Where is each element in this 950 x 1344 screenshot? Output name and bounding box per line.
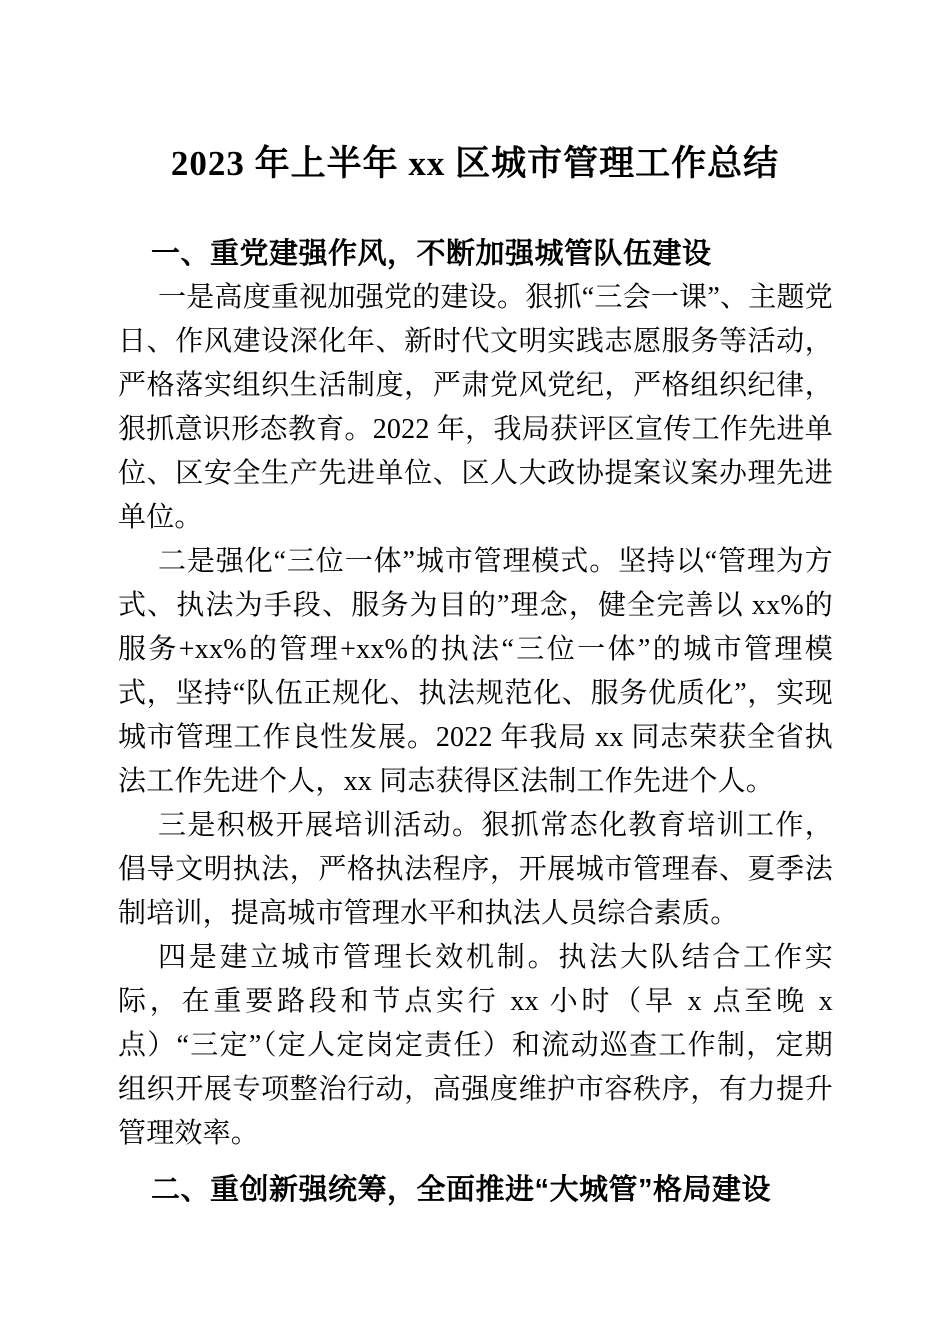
paragraph-3-lead: 三是积极开展培训活动。 xyxy=(158,810,482,841)
paragraph-1 xyxy=(118,276,833,540)
paragraph-1-text: 狠抓“三会一课”、主题党日、作风建设深化年、新时代文明实践志愿服务等活动，严格落实组织生活制度，严肃党风党纪，严格组织纪律，狠抓意识形态教育。2022 年，我局获评区宣传工作先进单位、区安全生产先进单位、区人大政协提案议案办理先进单位。 xyxy=(118,282,833,533)
section-heading-1: 一、重党建强作风，不断加强城管队伍建设 xyxy=(151,238,712,270)
paragraph-3-text: 狠抓常态化教育培训工作，倡导文明执法，严格执法程序，开展城市管理春、夏季法制培训，提高城市管理水平和执法人员综合素质。 xyxy=(118,810,834,929)
section-heading-2: 二、重创新强统筹，全面推进“大城管”格局建设 xyxy=(151,1174,772,1206)
paragraph-3 xyxy=(118,804,833,936)
document-title: 2023 年上半年 xx 区城市管理工作总结 xyxy=(170,144,780,183)
paragraph-2 xyxy=(118,540,833,804)
paragraph-4-text: 执法大队结合工作实际，在重要路段和节点实行 xx 小时（早 x 点至晚 x 点）“三定”（定人定岗定责任）和流动巡查工作制，定期组织开展专项整治行动，高强度维护市容秩序，有力提升管理效率。 xyxy=(118,942,833,1149)
paragraph-4 xyxy=(118,936,833,1156)
paragraph-1-lead: 一是高度重视加强党的建设。 xyxy=(158,282,526,313)
paragraph-2-lead: 二是强化“三位一体”城市管理模式。 xyxy=(158,546,619,577)
document-body xyxy=(118,232,833,1212)
paragraph-2-text: 坚持以“管理为方式、执法为手段、服务为目的”理念，健全完善以 xx%的服务+xx%的管理+xx%的执法“三位一体”的城市管理模式，坚持“队伍正规化、执法规范化、服务优质化”，实现城市管理工作良性发展。2022 年我局 xx 同志荣获全省执法工作先进个人，xx 同志获得区法制工作先进个人。 xyxy=(118,546,833,797)
paragraph-4-lead: 四是建立城市管理长效机制。 xyxy=(158,942,559,973)
